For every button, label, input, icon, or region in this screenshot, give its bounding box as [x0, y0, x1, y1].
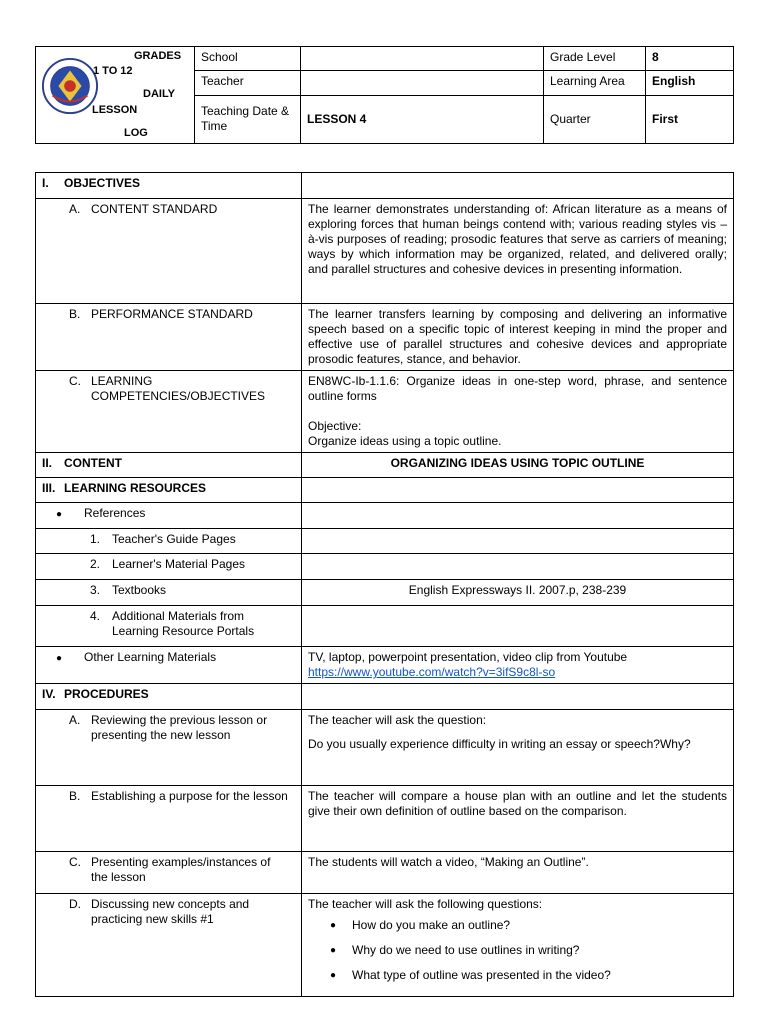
teacher-value	[301, 71, 544, 95]
resource-item-row	[36, 554, 734, 580]
header-logo-cell	[36, 47, 195, 144]
procedure-d-intro: The teacher will ask the following questions:	[308, 897, 543, 911]
other-materials-label: ● Other Learning Materials	[36, 647, 302, 684]
school-label: School	[195, 47, 301, 71]
competencies-text	[302, 371, 734, 453]
procedure-c-row	[36, 852, 734, 894]
procedure-d-questions	[308, 918, 727, 983]
procedure-a-label: A. Reviewing the previous lesson or presenting the new lesson	[36, 710, 302, 786]
grade-level-value: 8	[646, 47, 734, 71]
lesson-log-table	[35, 172, 734, 997]
objective-text: Organize ideas using a topic outline.	[308, 434, 502, 448]
resource-item-value	[302, 554, 734, 580]
procedure-d-text	[302, 894, 734, 997]
resource-item-label: 4. Additional Materials from Learning Resource Portals	[36, 606, 302, 647]
competencies-label: C. LEARNING COMPETENCIES/OBJECTIVES	[36, 371, 302, 453]
resource-item-value	[302, 529, 734, 554]
resource-item-label: 3. Textbooks	[36, 580, 302, 606]
resource-item-row	[36, 606, 734, 647]
teaching-date-label: Teaching Date & Time	[195, 95, 301, 144]
bullet-icon: ●	[56, 509, 63, 520]
teacher-label: Teacher	[195, 71, 301, 95]
resource-item-row	[36, 580, 734, 606]
procedure-c-label: C. Presenting examples/instances of the lesson	[36, 852, 302, 894]
references-row	[36, 503, 734, 529]
procedures-heading-row	[36, 684, 734, 710]
header-title-log: LOG	[124, 127, 148, 139]
list-item: ● How do you make an outline?	[308, 918, 727, 933]
procedure-c-text: The students will watch a video, “Making an Outline”.	[302, 852, 734, 894]
procedure-d-label: D. Discussing new concepts and practicing new skills #1	[36, 894, 302, 997]
procedure-b-label: B. Establishing a purpose for the lesson	[36, 786, 302, 852]
resource-item-label: 2. Learner's Material Pages	[36, 554, 302, 580]
procedure-a-line2: Do you usually experience difficulty in writing an essay or speech?Why?	[308, 737, 691, 751]
teaching-date-value: LESSON 4	[301, 95, 544, 144]
procedure-a-row	[36, 710, 734, 786]
objectives-heading: I. OBJECTIVES	[36, 173, 302, 199]
objective-label: Objective:	[308, 419, 362, 433]
procedure-d-row	[36, 894, 734, 997]
content-standard-text: The learner demonstrates understanding of: African literature as a means of exploring forces that human beings contend with; various reading styles vis – à-vis purposes of reading; prosodic features that serve as carriers of meaning; ways by which information may be organized, related, and delivered orally; and parallel structures and cohesive devices in presenting information.	[302, 199, 734, 304]
procedure-b-text: The teacher will compare a house plan with an outline and let the students give their own definition of outline based on the comparison.	[302, 786, 734, 852]
procedure-b-row	[36, 786, 734, 852]
learning-area-value: English	[646, 71, 734, 95]
content-standard-row	[36, 199, 734, 304]
learning-area-label: Learning Area	[544, 71, 646, 95]
references-value	[302, 503, 734, 529]
bullet-icon: ●	[56, 653, 63, 664]
competencies-row	[36, 371, 734, 453]
resource-item-label: 1. Teacher's Guide Pages	[36, 529, 302, 554]
resource-item-value	[302, 606, 734, 647]
grade-level-label: Grade Level	[544, 47, 646, 71]
other-materials-row	[36, 647, 734, 684]
header-table	[35, 46, 734, 144]
textbooks-value: English Expressways II. 2007.p, 238-239	[302, 580, 734, 606]
youtube-link[interactable]: https://www.youtube.com/watch?v=3ifS9c8l-so	[308, 665, 556, 679]
header-title-lesson: LESSON	[92, 104, 138, 116]
quarter-label: Quarter	[544, 95, 646, 144]
other-materials-text: TV, laptop, powerpoint presentation, video clip from Youtube	[308, 650, 628, 664]
objectives-heading-value	[302, 173, 734, 199]
resources-heading-value	[302, 478, 734, 503]
objectives-heading-row	[36, 173, 734, 199]
header-title-grades: GRADES	[134, 50, 182, 62]
content-heading: II. CONTENT	[36, 453, 302, 478]
content-value: ORGANIZING IDEAS USING TOPIC OUTLINE	[302, 453, 734, 478]
header-title-daily: DAILY	[143, 88, 175, 100]
other-materials-value	[302, 647, 734, 684]
procedure-a-line1: The teacher will ask the question:	[308, 713, 487, 727]
quarter-value: First	[646, 95, 734, 144]
references-label: ● References	[36, 503, 302, 529]
resource-item-row	[36, 529, 734, 554]
school-value	[301, 47, 544, 71]
list-item: ● Why do we need to use outlines in writing?	[308, 943, 727, 958]
procedures-heading-value	[302, 684, 734, 710]
performance-standard-row	[36, 304, 734, 371]
procedures-heading: IV. PROCEDURES	[36, 684, 302, 710]
content-standard-label: A. CONTENT STANDARD	[36, 199, 302, 304]
list-item: ● What type of outline was presented in the video?	[308, 968, 727, 983]
resources-heading: III. LEARNING RESOURCES	[36, 478, 302, 503]
header-title-grade-range: 1 TO 12	[93, 65, 133, 77]
content-row	[36, 453, 734, 478]
performance-standard-text: The learner transfers learning by composing and delivering an informative speech based on a specific topic of interest keeping in mind the proper and effective use of parallel structures and cohesive devices and appropriate prosodic features, stance, and behavior.	[302, 304, 734, 371]
competency-code-text: EN8WC-Ib-1.1.6: Organize ideas in one-step word, phrase, and sentence outline forms	[308, 374, 727, 403]
procedure-a-text	[302, 710, 734, 786]
resources-heading-row	[36, 478, 734, 503]
deped-seal-logo	[41, 57, 99, 115]
performance-standard-label: B. PERFORMANCE STANDARD	[36, 304, 302, 371]
